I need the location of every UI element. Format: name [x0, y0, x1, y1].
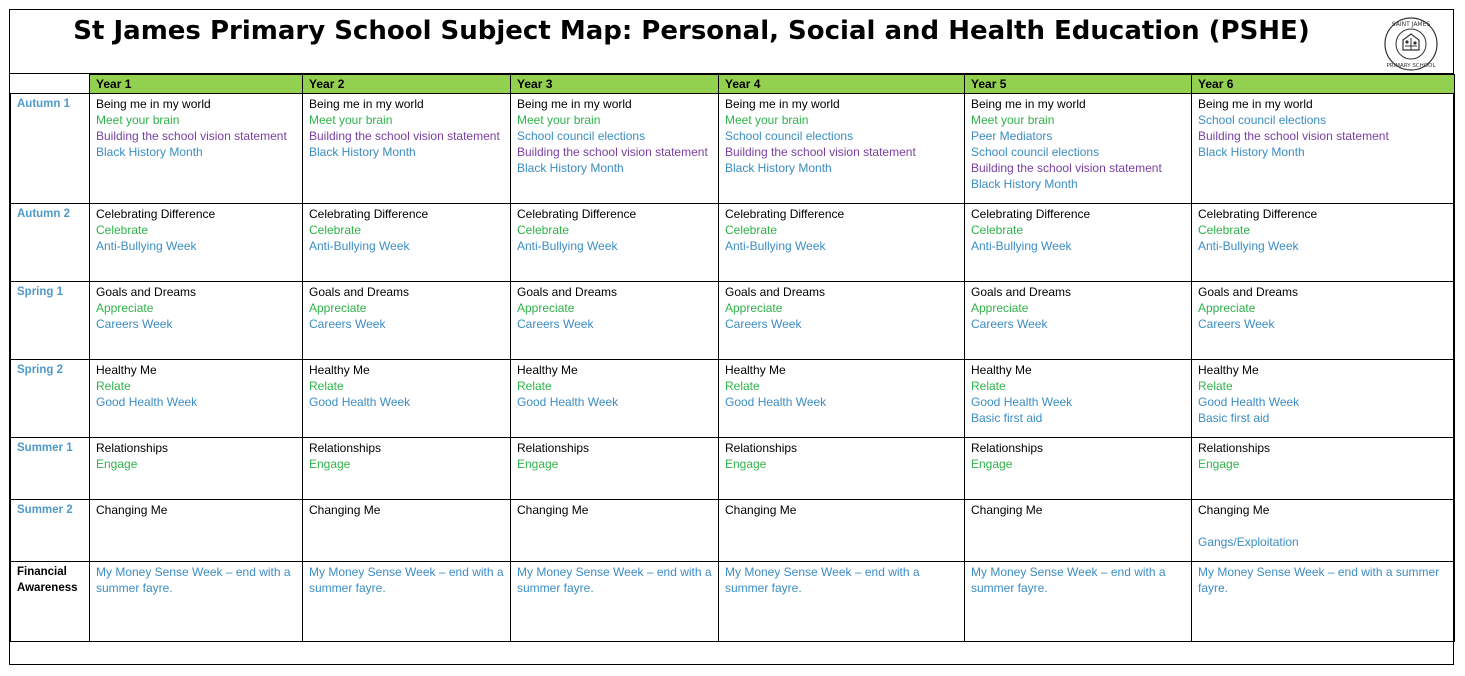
cell-entry: Anti-Bullying Week — [96, 239, 197, 253]
cell-entry: Building the school vision statement — [971, 161, 1162, 175]
table-cell — [1192, 204, 1455, 282]
table-cell — [719, 282, 965, 360]
cell-entry: Celebrate — [517, 223, 570, 237]
table-row — [11, 204, 1455, 282]
cell-entry: Celebrate — [725, 223, 778, 237]
table-cell — [719, 562, 965, 642]
cell-entry: Healthy Me — [725, 363, 786, 377]
term-label: Summer 2 — [11, 500, 90, 562]
table-cell — [719, 360, 965, 438]
cell-entry: Relate — [517, 379, 552, 393]
table-row — [11, 282, 1455, 360]
cell-entry: Appreciate — [971, 301, 1029, 315]
cell-entry: Careers Week — [96, 317, 173, 331]
cell-entry: Celebrate — [971, 223, 1024, 237]
cell-entry: Black History Month — [971, 177, 1078, 191]
cell-entry: Healthy Me — [1198, 363, 1259, 377]
cell-entry: Relationships — [1198, 441, 1271, 455]
cell-entry: Celebrating Difference — [96, 207, 216, 221]
table-cell — [303, 204, 511, 282]
cell-entry: Appreciate — [309, 301, 367, 315]
cell-entry: Appreciate — [1198, 301, 1256, 315]
cell-entry: Basic first aid — [971, 411, 1043, 425]
cell-entry: My Money Sense Week – end with a summer fayre. — [96, 565, 291, 595]
svg-text:SAINT JAMES: SAINT JAMES — [1391, 21, 1431, 28]
table-cell — [511, 204, 719, 282]
table-row — [11, 562, 1455, 642]
cell-spacer — [1198, 518, 1448, 534]
table-cell — [90, 94, 303, 204]
cell-entry: Engage — [1198, 457, 1240, 471]
cell-entry: My Money Sense Week – end with a summer fayre. — [309, 565, 504, 595]
table-cell — [303, 94, 511, 204]
cell-entry: Goals and Dreams — [96, 285, 197, 299]
cell-entry: Gangs/Exploitation — [1198, 535, 1299, 549]
title-bar — [10, 10, 1453, 74]
table-cell — [1192, 94, 1455, 204]
cell-entry: Good Health Week — [971, 395, 1073, 409]
cell-entry: Celebrating Difference — [725, 207, 845, 221]
cell-entry: Relate — [96, 379, 131, 393]
cell-entry: Relate — [1198, 379, 1233, 393]
cell-entry: Building the school vision statement — [96, 129, 287, 143]
subject-map-table — [10, 74, 1455, 642]
cell-entry: Relationships — [309, 441, 382, 455]
year-header: Year 6 — [1192, 75, 1455, 94]
cell-entry: Good Health Week — [309, 395, 411, 409]
table-cell — [965, 282, 1192, 360]
cell-entry: Anti-Bullying Week — [1198, 239, 1299, 253]
cell-entry: Meet your brain — [309, 113, 393, 127]
term-label: Spring 2 — [11, 360, 90, 438]
term-label: Autumn 1 — [11, 94, 90, 204]
cell-entry: Engage — [971, 457, 1013, 471]
table-cell — [90, 360, 303, 438]
table-cell — [1192, 282, 1455, 360]
cell-entry: My Money Sense Week – end with a summer fayre. — [517, 565, 712, 595]
cell-entry: Building the school vision statement — [309, 129, 500, 143]
school-crest-icon — [1383, 16, 1439, 72]
table-cell — [719, 204, 965, 282]
table-cell — [965, 94, 1192, 204]
year-header: Year 4 — [719, 75, 965, 94]
table-cell — [1192, 438, 1455, 500]
cell-entry: Careers Week — [725, 317, 802, 331]
table-cell — [511, 500, 719, 562]
cell-entry: Careers Week — [517, 317, 594, 331]
table-cell — [965, 204, 1192, 282]
cell-entry: Goals and Dreams — [517, 285, 618, 299]
table-cell — [719, 94, 965, 204]
cell-entry: Meet your brain — [517, 113, 601, 127]
table-cell — [90, 500, 303, 562]
table-cell — [1192, 562, 1455, 642]
table-cell — [719, 500, 965, 562]
cell-entry: School council elections — [725, 129, 854, 143]
cell-entry: Changing Me — [96, 503, 168, 517]
cell-entry: Being me in my world — [96, 97, 211, 111]
cell-entry: Good Health Week — [96, 395, 198, 409]
cell-entry: Healthy Me — [517, 363, 578, 377]
year-header: Year 5 — [965, 75, 1192, 94]
cell-entry: My Money Sense Week – end with a summer fayre. — [725, 565, 920, 595]
table-cell — [1192, 500, 1455, 562]
cell-entry: Building the school vision statement — [517, 145, 708, 159]
cell-entry: Celebrating Difference — [309, 207, 429, 221]
cell-entry: Relate — [725, 379, 760, 393]
page-title: St James Primary School Subject Map: Personal, Social and Health Education (PSHE) — [73, 16, 1310, 46]
term-label: Financial Awareness — [11, 562, 90, 642]
cell-entry: Building the school vision statement — [725, 145, 916, 159]
cell-entry: Relate — [309, 379, 344, 393]
cell-entry: Changing Me — [725, 503, 797, 517]
cell-entry: Goals and Dreams — [725, 285, 826, 299]
cell-entry: Black History Month — [1198, 145, 1305, 159]
cell-entry: Healthy Me — [96, 363, 157, 377]
year-header: Year 1 — [90, 75, 303, 94]
cell-entry: Relationships — [96, 441, 169, 455]
corner-cell — [11, 75, 90, 94]
cell-entry: Black History Month — [309, 145, 416, 159]
cell-entry: Careers Week — [1198, 317, 1275, 331]
table-cell — [90, 204, 303, 282]
table-cell — [965, 360, 1192, 438]
cell-entry: Changing Me — [1198, 503, 1270, 517]
cell-entry: Black History Month — [96, 145, 203, 159]
cell-entry: Good Health Week — [517, 395, 619, 409]
cell-entry: Good Health Week — [725, 395, 827, 409]
cell-entry: Meet your brain — [96, 113, 180, 127]
cell-entry: Engage — [725, 457, 767, 471]
cell-entry: Changing Me — [517, 503, 589, 517]
cell-entry: Being me in my world — [971, 97, 1086, 111]
cell-entry: Meet your brain — [971, 113, 1055, 127]
cell-entry: Being me in my world — [309, 97, 424, 111]
cell-entry: Relationships — [725, 441, 798, 455]
cell-entry: Engage — [309, 457, 351, 471]
table-cell — [511, 438, 719, 500]
cell-entry: Engage — [96, 457, 138, 471]
term-label: Spring 1 — [11, 282, 90, 360]
table-cell — [90, 438, 303, 500]
year-header: Year 2 — [303, 75, 511, 94]
cell-entry: School council elections — [971, 145, 1100, 159]
cell-entry: Building the school vision statement — [1198, 129, 1389, 143]
cell-entry: Celebrating Difference — [517, 207, 637, 221]
cell-entry: Basic first aid — [1198, 411, 1270, 425]
cell-entry: School council elections — [1198, 113, 1327, 127]
cell-entry: Relationships — [971, 441, 1044, 455]
table-cell — [90, 282, 303, 360]
subject-map-document — [9, 9, 1454, 665]
cell-entry: Anti-Bullying Week — [517, 239, 618, 253]
cell-entry: Celebrating Difference — [971, 207, 1091, 221]
cell-entry: Celebrate — [1198, 223, 1251, 237]
table-cell — [965, 438, 1192, 500]
table-row — [11, 438, 1455, 500]
table-cell — [511, 94, 719, 204]
cell-entry: Appreciate — [96, 301, 154, 315]
cell-entry: Relationships — [517, 441, 590, 455]
cell-entry: Black History Month — [517, 161, 624, 175]
cell-entry: Meet your brain — [725, 113, 809, 127]
header-row — [11, 75, 1455, 94]
term-label: Summer 1 — [11, 438, 90, 500]
cell-entry: Goals and Dreams — [971, 285, 1072, 299]
cell-entry: My Money Sense Week – end with a summer fayre. — [971, 565, 1166, 595]
table-cell — [303, 438, 511, 500]
cell-entry: Celebrating Difference — [1198, 207, 1318, 221]
table-cell — [511, 282, 719, 360]
table-cell — [303, 500, 511, 562]
cell-entry: Celebrate — [309, 223, 362, 237]
cell-entry: Black History Month — [725, 161, 832, 175]
table-row — [11, 94, 1455, 204]
table-cell — [511, 562, 719, 642]
cell-entry: Healthy Me — [309, 363, 370, 377]
cell-entry: Healthy Me — [971, 363, 1032, 377]
cell-entry: Appreciate — [517, 301, 575, 315]
cell-entry: Being me in my world — [1198, 97, 1313, 111]
cell-entry: Changing Me — [971, 503, 1043, 517]
cell-entry: Careers Week — [971, 317, 1048, 331]
cell-entry: Anti-Bullying Week — [971, 239, 1072, 253]
table-cell — [511, 360, 719, 438]
cell-entry: Relate — [971, 379, 1006, 393]
cell-entry: Good Health Week — [1198, 395, 1300, 409]
cell-entry: Changing Me — [309, 503, 381, 517]
cell-entry: Careers Week — [309, 317, 386, 331]
table-cell — [719, 438, 965, 500]
cell-entry: Celebrate — [96, 223, 149, 237]
table-row — [11, 360, 1455, 438]
cell-entry: Goals and Dreams — [1198, 285, 1299, 299]
table-cell — [965, 500, 1192, 562]
cell-entry: Peer Mediators — [971, 129, 1053, 143]
cell-entry: Appreciate — [725, 301, 783, 315]
svg-text:PRIMARY SCHOOL: PRIMARY SCHOOL — [1386, 63, 1436, 69]
cell-entry: Anti-Bullying Week — [725, 239, 826, 253]
table-cell — [303, 562, 511, 642]
table-cell — [1192, 360, 1455, 438]
cell-entry: Engage — [517, 457, 559, 471]
cell-entry: Goals and Dreams — [309, 285, 410, 299]
cell-entry: My Money Sense Week – end with a summer fayre. — [1198, 565, 1440, 595]
cell-entry: Being me in my world — [725, 97, 840, 111]
table-cell — [303, 282, 511, 360]
table-cell — [303, 360, 511, 438]
year-header: Year 3 — [511, 75, 719, 94]
term-label: Autumn 2 — [11, 204, 90, 282]
cell-entry: Anti-Bullying Week — [309, 239, 410, 253]
cell-entry: School council elections — [517, 129, 646, 143]
table-cell — [90, 562, 303, 642]
table-cell — [965, 562, 1192, 642]
cell-entry: Being me in my world — [517, 97, 632, 111]
table-row — [11, 500, 1455, 562]
